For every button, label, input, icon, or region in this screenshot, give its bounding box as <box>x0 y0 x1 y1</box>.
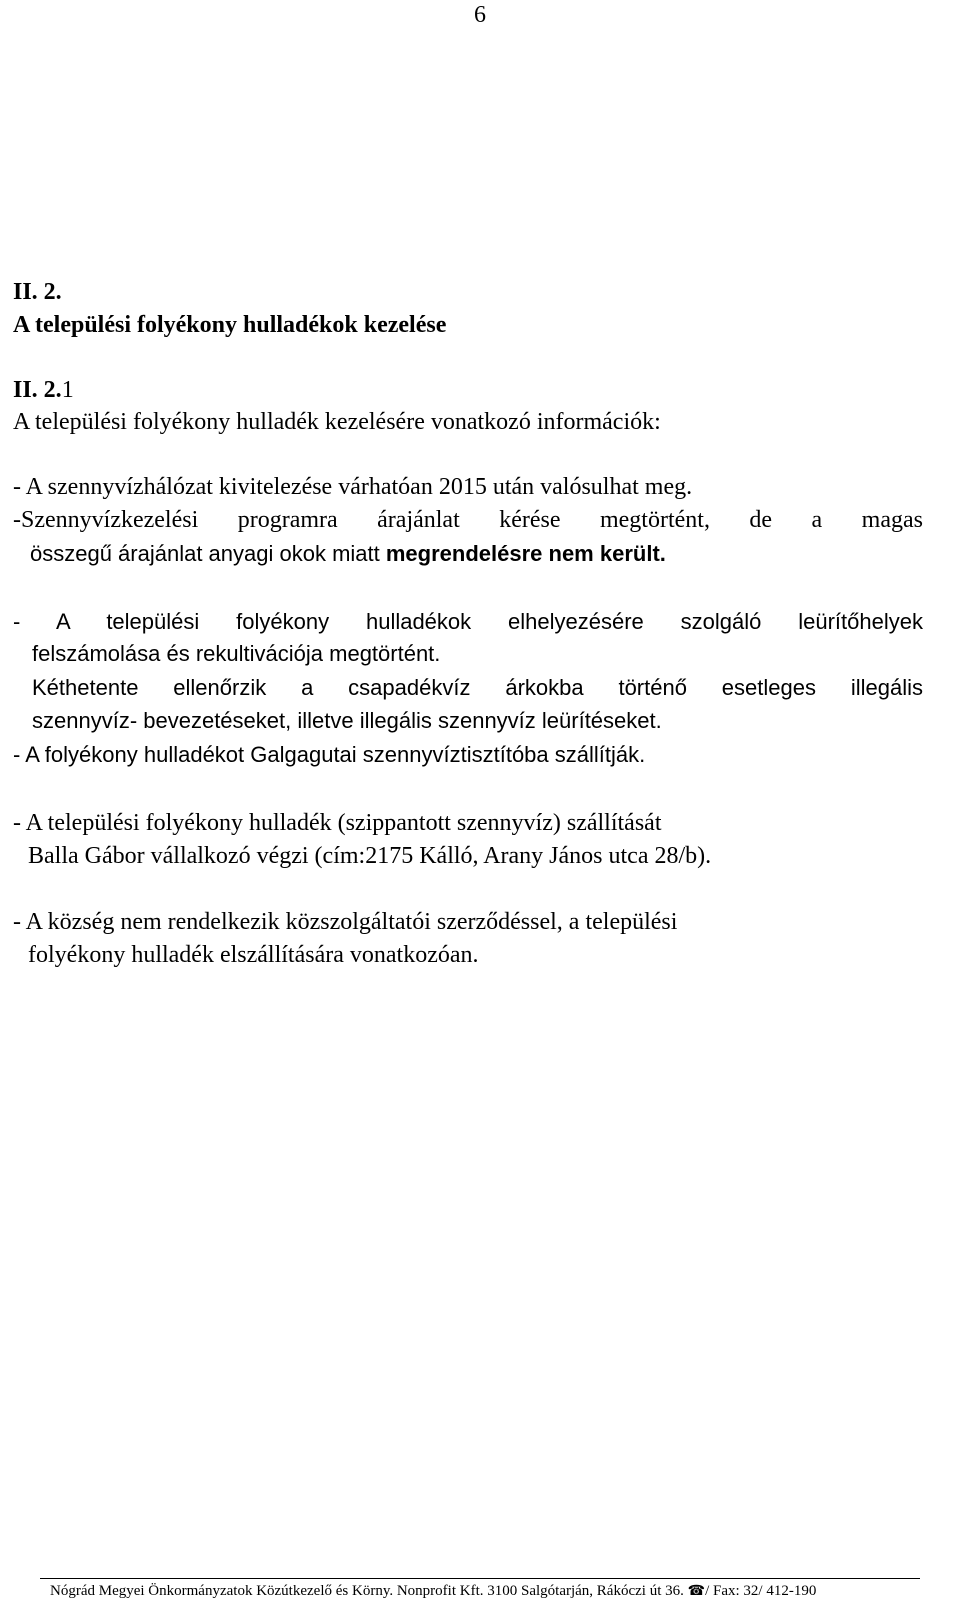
paragraph-3-line-4: szennyvíz- bevezetéseket, illetve illegális szennyvíz leürítéseket. <box>32 708 662 733</box>
section-title: A települési folyékony hulladékok kezelése <box>13 312 447 338</box>
paragraph-2-line-1: -Szennyvízkezelési programra árajánlat kérése megtörtént, de a magas <box>13 507 923 533</box>
paragraph-3-line-3: Kéthetente ellenőrzik a csapadékvíz árkokba történő esetleges illegális <box>32 675 923 700</box>
paragraph-5-line-2: Balla Gábor vállalkozó végzi (cím:2175 Kálló, Arany János utca 28/b). <box>28 843 712 869</box>
footer <box>50 1582 816 1601</box>
footer-text: Nógrád Megyei Önkormányzatok Közútkezelő és Körny. Nonprofit Kft. 3100 Salgótarján, Rákóczi út 36. <box>50 1583 684 1599</box>
paragraph-1: - A szennyvízhálózat kivitelezése várhatóan 2015 után valósulhat meg. <box>13 474 693 500</box>
paragraph-3-line-2: felszámolása és rekultivációja megtörtént. <box>32 641 441 666</box>
footer-fax: / Fax: 32/ 412-190 <box>705 1583 817 1599</box>
telephone-icon: ☎ <box>687 1584 706 1599</box>
paragraph-6-line-2: folyékony hulladék elszállítására vonatkozóan. <box>28 942 479 968</box>
paragraph-6-line-1: - A község nem rendelkezik közszolgáltatói szerződéssel, a települési <box>13 909 678 935</box>
paragraph-2-plain: összegű árajánlat anyagi okok miatt <box>30 541 386 566</box>
paragraph-2-bold: megrendelésre nem került. <box>385 541 666 566</box>
section-number: II. 2. <box>13 279 62 305</box>
subsection-number <box>13 375 74 405</box>
subsection-title: A települési folyékony hulladék kezelésére vonatkozó információk: <box>13 409 661 435</box>
subsection-number-bold: II. 2. <box>13 377 62 403</box>
subsection-number-rest: 1 <box>61 377 74 403</box>
paragraph-5-line-1: - A települési folyékony hulladék (szippantott szennyvíz) szállítását <box>13 810 662 836</box>
paragraph-4: - A folyékony hulladékot Galgagutai szennyvíztisztítóba szállítják. <box>13 742 646 767</box>
footer-divider <box>40 1578 920 1579</box>
paragraph-3-line-1: - A települési folyékony hulladékok elhelyezésére szolgáló leürítőhelyek <box>13 609 923 634</box>
paragraph-2-line-2 <box>30 540 666 568</box>
page-number: 6 <box>474 2 486 28</box>
